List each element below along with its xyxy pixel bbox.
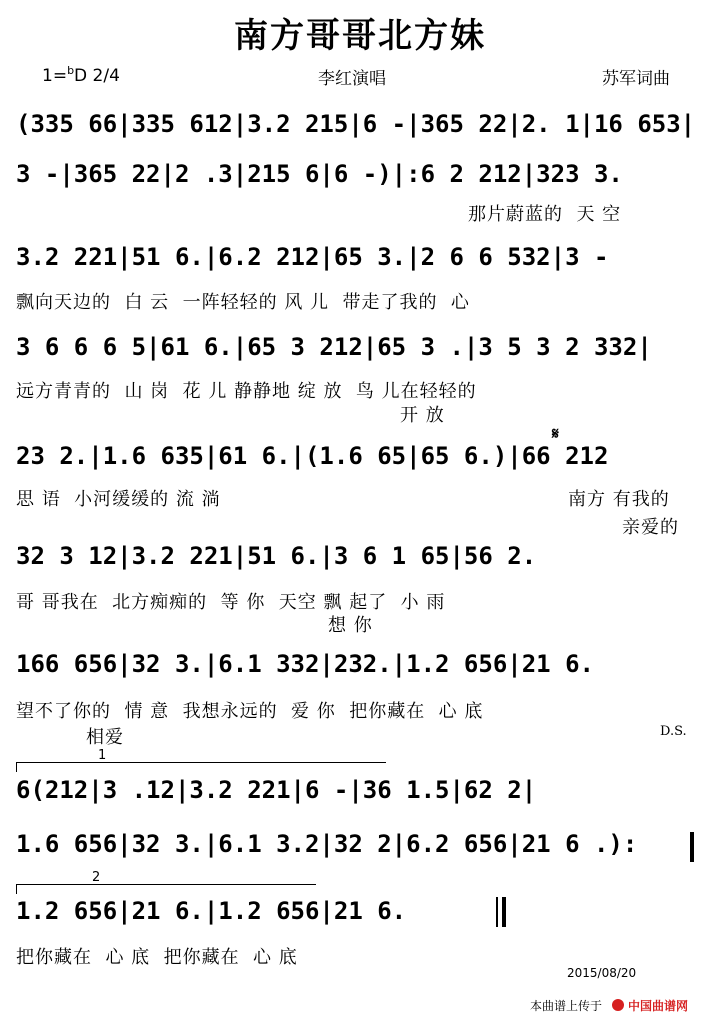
upload-note: 本曲谱上传于 — [530, 999, 603, 1013]
lyric-line-5b: 南方 有我的 — [568, 489, 670, 510]
lyric-line-10: 把你藏在 心 底 把你藏在 心 底 — [16, 947, 298, 968]
lyric-line-5a: 思 语 小河缓缓的 流 淌 — [16, 489, 221, 510]
dal-segno-mark: D.S. — [660, 724, 687, 739]
singer-credit: 李红演唱 — [318, 69, 386, 89]
lyric-line-4b: 开 放 — [400, 405, 445, 426]
notation-line-6: 32 3 12|3.2 221|51 6.|3 6 1 65|56 2. — [16, 542, 537, 570]
final-thin-bar — [496, 897, 498, 927]
lyric-line-3: 飘向天边的 白 云 一阵轻轻的 风 儿 带走了我的 心 — [16, 292, 470, 313]
key-signature — [42, 64, 120, 86]
notation-line-10: 1.2 656|21 6.|1.2 656|21 6. — [16, 897, 407, 925]
volta-1-tick — [16, 762, 17, 772]
site-logo-icon — [612, 999, 624, 1011]
notation-line-2: 3 -|365 22|2 .3|215 6|6 -)|:6 2 212|323 3. — [16, 160, 623, 188]
date-stamp: 2015/08/20 — [567, 966, 637, 980]
final-thick-bar — [502, 897, 506, 927]
lyric-line-7b: 相爱 — [86, 727, 124, 748]
notation-line-9: 1.6 656|32 3.|6.1 3.2|32 2|6.2 656|21 6 .): — [16, 830, 638, 858]
volta-1-number: 1 — [98, 748, 107, 763]
volta-2-tick — [16, 884, 17, 894]
key-prefix: 1= — [42, 66, 68, 86]
volta-2-number: 2 — [92, 870, 101, 885]
song-title: 南方哥哥北方妹 — [234, 16, 486, 56]
notation-line-7: 166 656|32 3.|6.1 332|232.|1.2 656|21 6. — [16, 650, 594, 678]
key-flat: b — [67, 64, 75, 77]
notation-line-5: 23 2.|1.6 635|61 6.|(1.6 65|65 6.)|66 212 — [16, 442, 609, 470]
lyric-line-6a: 哥 哥我在 北方痴痴的 等 你 天空 飘 起了 小 雨 — [16, 592, 446, 613]
volta-2-bracket — [16, 884, 316, 885]
volta-1-bracket — [16, 762, 386, 763]
notation-line-8: 6(212|3 .12|3.2 221|6 -|36 1.5|62 2| — [16, 776, 537, 804]
segno-icon: 𝄋 — [552, 424, 559, 443]
notation-line-1: (335 66|335 612|3.2 215|6 -|365 22|2. 1|16 653| — [16, 110, 696, 138]
lyric-line-2: 那片蔚蓝的 天 空 — [468, 204, 622, 225]
author-credit: 苏军词曲 — [602, 69, 670, 89]
lyric-line-4a: 远方青青的 山 岗 花 儿 静静地 绽 放 鸟 儿在轻轻的 — [16, 381, 477, 402]
lyric-line-5c: 亲爱的 — [622, 517, 679, 538]
lyric-line-6b: 想 你 — [328, 615, 373, 636]
lyric-line-7a: 望不了你的 情 意 我想永远的 爱 你 把你藏在 心 底 — [16, 701, 484, 722]
site-name: 中国曲谱网 — [628, 999, 689, 1013]
repeat-end-bar — [690, 832, 694, 862]
notation-line-4: 3 6 6 6 5|61 6.|65 3 212|65 3 .|3 5 3 2 332| — [16, 333, 652, 361]
notation-line-3: 3.2 221|51 6.|6.2 212|65 3.|2 6 6 532|3 - — [16, 243, 609, 271]
key-rest: D 2/4 — [74, 66, 120, 86]
